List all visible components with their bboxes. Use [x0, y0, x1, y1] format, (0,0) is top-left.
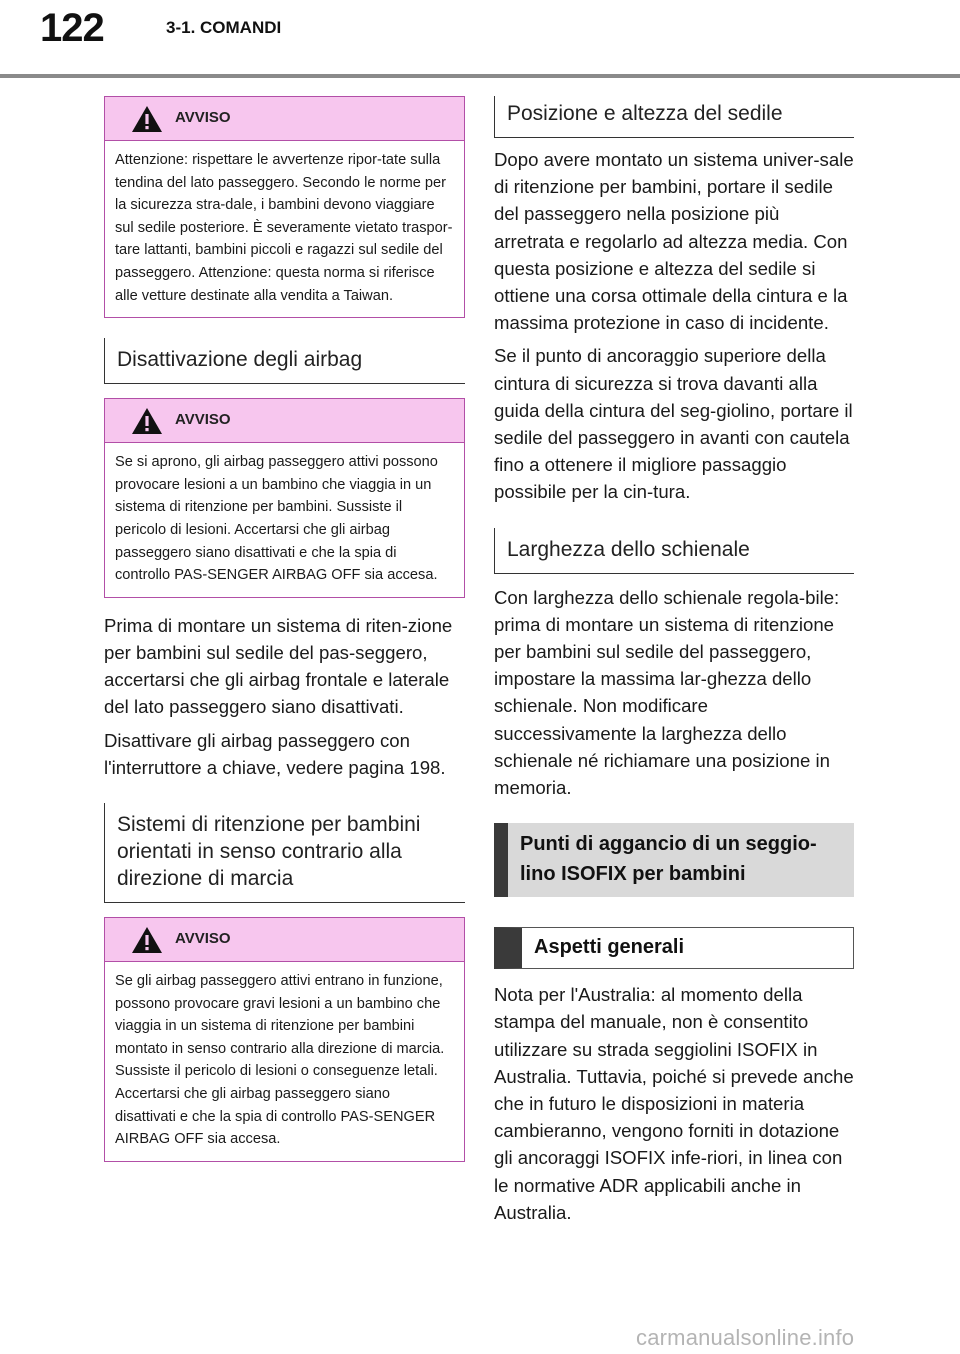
warning-text: Se gli airbag passeggero attivi entrano in funzione, possono provocare gravi lesioni a un bambino che viaggia in un sistema di ritenzione per bambini montato in senso contrario alla direzione di marcia. Sussiste il pericolo di lesioni o conseguenze letali. Accertarsi che gli airbag passeggero siano disattivati e che la spia di controllo PAS-SENGER AIRBAG OFF sia accesa. — [115, 972, 445, 1148]
warning-triangle-icon — [131, 407, 163, 435]
warning-header — [105, 399, 464, 443]
heading-airbag-deactivation: Disattivazione degli airbag — [104, 338, 465, 384]
warning-text: Attenzione: rispettare le avvertenze ripor-tate sulla tendina del lato passeggero. Secondo le norme per la sicurezza stra-dale, i bambini devono viaggiare sul sedile posteriore. È severamente vietato traspor-tare lattanti, bambini piccoli e ragazzi sul sedile del passeggero. Attenzione: questa norma si riferisce alle vetture destinate alla vendita a Taiwan. — [115, 152, 453, 304]
page-header — [0, 0, 960, 78]
warning-box — [104, 96, 465, 318]
paragraph: Se il punto di ancoraggio superiore della cintura di sicurezza si trova davanti alla guida della cintura del seg-giolino, portare il sedile del passeggero in avanti con cautela fino a ottenere il migliore passaggio possibile per la cin-tura. — [494, 345, 853, 503]
warning-label: AVVISO — [175, 109, 231, 126]
right-column — [494, 96, 854, 1226]
paragraph: Disattivare gli airbag passeggero con l'interruttore a chiave, vedere pagina 198. — [104, 729, 446, 778]
heading-isofix: Punti di aggancio di un seggio-lino ISOFIX per bambini — [494, 823, 854, 897]
paragraph: Dopo avere montato un sistema univer-sale di ritenzione per bambini, portare il sedile del passeggero nella posizione più arretrata e regolarlo ad altezza media. Con questa posizione e altezza del sedile si ottiene una corsa ottimale della cintura e la massima protezione in caso di incidente. — [494, 149, 854, 334]
section-title: 3-1. COMANDI — [166, 18, 282, 37]
paragraph: Nota per l'Australia: al momento della stampa del manuale, non è consentito utilizzare su strada seggiolini ISOFIX in Australia. Tuttavia, poiché si prevede anche che in futuro le disposizioni in materia cambieranno, vengono forniti in dotazione gli ancoraggi ISOFIX infe-riori, in linea con le normative ADR applicabili anche in Australia. — [494, 984, 854, 1223]
warning-header — [105, 918, 464, 962]
warning-box — [104, 398, 465, 598]
warning-label: AVVISO — [175, 929, 231, 947]
warning-label: AVVISO — [175, 411, 231, 429]
warning-box — [104, 917, 465, 1162]
heading-backrest-width: Larghezza dello schienale — [494, 528, 854, 574]
header-rule — [0, 74, 960, 78]
warning-text: Se si aprono, gli airbag passeggero attivi possono provocare lesioni a un bambino che viaggia in un sistema di ritenzione per bambini. Sussiste il pericolo di lesioni. Accertarsi che gli airbag passeggero siano disattivati e che la spia di controllo PAS-SENGER AIRBAG OFF sia accesa. — [115, 454, 438, 584]
paragraph: Con larghezza dello schienale regola-bile: prima di montare un sistema di ritenzione per bambini sul sedile del passeggero, impostare la massima lar-ghezza dello schienale. Non modificare successivamente la larghezza dello schienale né richiamare una posizione in memoria. — [494, 586, 840, 799]
heading-general-aspects: Aspetti generali — [494, 927, 854, 969]
warning-header — [105, 97, 464, 141]
warning-triangle-icon — [131, 105, 163, 133]
heading-seat-position: Posizione e altezza del sedile — [494, 96, 854, 138]
warning-triangle-icon — [131, 926, 163, 954]
page-number: 122 — [40, 6, 104, 50]
watermark: carmanualsonline.info — [636, 1325, 855, 1350]
left-column — [104, 96, 465, 1162]
heading-rear-facing-seats: Sistemi di ritenzione per bambini orientati in senso contrario alla direzione di marcia — [104, 803, 465, 903]
paragraph: Prima di montare un sistema di riten-zione per bambini sul sedile del pas-seggero, accertarsi che gli airbag frontale e laterale del lato passeggero siano disattivati. — [104, 614, 453, 718]
